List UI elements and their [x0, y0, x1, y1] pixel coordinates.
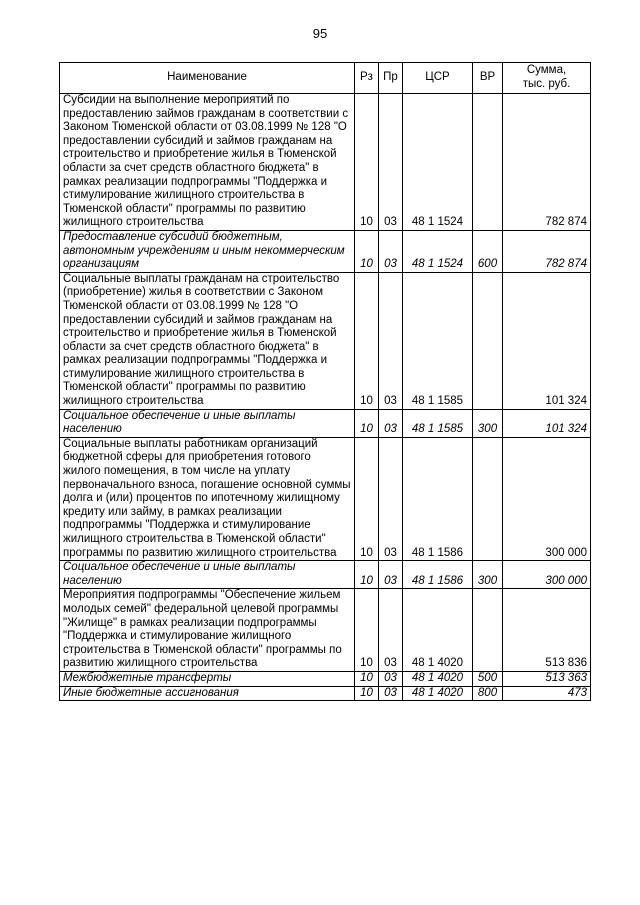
- header-sum: [503, 63, 591, 94]
- row-sum: 101 324: [503, 409, 591, 437]
- row-name: Социальное обеспечение и иные выплаты населению: [60, 409, 355, 437]
- row-csr: 48 1 1585: [403, 409, 473, 437]
- row-pr: 03: [379, 589, 403, 672]
- header-rz: Рз: [355, 63, 379, 94]
- row-vr: [473, 272, 503, 409]
- row-vr: 800: [473, 686, 503, 701]
- row-sum: 782 874: [503, 230, 591, 272]
- row-sum: 300 000: [503, 437, 591, 560]
- header-vr: ВР: [473, 63, 503, 94]
- table-row: [60, 561, 591, 589]
- budget-table: [59, 62, 591, 701]
- table-row: [60, 409, 591, 437]
- row-sum: 782 874: [503, 94, 591, 231]
- row-name: Социальное обеспечение и иные выплаты населению: [60, 561, 355, 589]
- row-sum: 300 000: [503, 561, 591, 589]
- table-header-row: [60, 63, 591, 94]
- row-rz: 10: [355, 230, 379, 272]
- row-name: Иные бюджетные ассигнования: [60, 686, 355, 701]
- row-pr: 03: [379, 94, 403, 231]
- row-rz: 10: [355, 589, 379, 672]
- row-vr: 300: [473, 561, 503, 589]
- row-pr: 03: [379, 437, 403, 560]
- row-csr: 48 1 1586: [403, 561, 473, 589]
- row-vr: [473, 94, 503, 231]
- header-name: Наименование: [60, 63, 355, 94]
- row-vr: 500: [473, 671, 503, 686]
- row-name: Социальные выплаты гражданам на строительство (приобретение) жилья в соответствии с Законом Тюменской области от 03.08.1999 № 128 "О предоставлении субсидий и займов гражданам на строительство и приобретение жилья в Тюменской области за счет средств областного бюджета" в рамках реализации подпрограммы "Поддержка и стимулирование жилищного строительства в Тюменской области" программы по развитию жилищного строительства: [60, 272, 355, 409]
- header-sum-line1: Сумма,: [526, 64, 567, 77]
- row-sum: 513 363: [503, 671, 591, 686]
- row-sum: 473: [503, 686, 591, 701]
- row-csr: 48 1 4020: [403, 589, 473, 672]
- row-sum: 101 324: [503, 272, 591, 409]
- header-csr: ЦСР: [403, 63, 473, 94]
- row-rz: 10: [355, 561, 379, 589]
- header-pr: Пр: [379, 63, 403, 94]
- row-vr: [473, 437, 503, 560]
- row-rz: 10: [355, 437, 379, 560]
- row-pr: 03: [379, 686, 403, 701]
- table-row: [60, 230, 591, 272]
- row-rz: 10: [355, 409, 379, 437]
- row-csr: 48 1 1524: [403, 94, 473, 231]
- table-row: [60, 589, 591, 672]
- row-rz: 10: [355, 94, 379, 231]
- row-pr: 03: [379, 561, 403, 589]
- row-name: Межбюджетные трансферты: [60, 671, 355, 686]
- row-csr: 48 1 4020: [403, 686, 473, 701]
- row-csr: 48 1 1585: [403, 272, 473, 409]
- row-sum: 513 836: [503, 589, 591, 672]
- row-vr: 600: [473, 230, 503, 272]
- row-rz: 10: [355, 671, 379, 686]
- table-row: [60, 671, 591, 686]
- row-name: Субсидии на выполнение мероприятий по предоставлению займов гражданам в соответствии с Законом Тюменской области от 03.08.1999 № 128 "О предоставлении субсидий и займов гражданам на строительство и приобретение жилья в Тюменской области за счет средств областного бюджета" в рамках реализации подпрограммы "Поддержка и стимулирование жилищного строительства в Тюменской области" программы по развитию жилищного строительства: [60, 94, 355, 231]
- page-number: 95: [312, 26, 328, 41]
- table-row: [60, 686, 591, 701]
- table-row: [60, 94, 591, 231]
- header-sum-line2: тыс. руб.: [522, 78, 571, 90]
- row-pr: 03: [379, 409, 403, 437]
- row-csr: 48 1 1524: [403, 230, 473, 272]
- row-name: Предоставление субсидий бюджетным, автономным учреждениям и иным некоммерческим организациям: [60, 230, 355, 272]
- row-vr: 300: [473, 409, 503, 437]
- row-csr: 48 1 4020: [403, 671, 473, 686]
- row-vr: [473, 589, 503, 672]
- table-row: [60, 437, 591, 560]
- row-pr: 03: [379, 671, 403, 686]
- row-name: Мероприятия подпрограммы "Обеспечение жильем молодых семей" федеральной целевой программы "Жилище" в рамках реализации подпрограммы "Поддержка и стимулирование жилищного строительства в Тюменской области" программы по развитию жилищного строительства: [60, 589, 355, 672]
- row-rz: 10: [355, 272, 379, 409]
- row-rz: 10: [355, 686, 379, 701]
- row-pr: 03: [379, 230, 403, 272]
- row-pr: 03: [379, 272, 403, 409]
- row-name: Социальные выплаты работникам организаций бюджетной сферы для приобретения готового жилого помещения, в том числе на уплату первоначального взноса, погашение основной суммы долга и (или) процентов по ипотечному жилищному кредиту или займу, в рамках реализации подпрограммы "Поддержка и стимулирование жилищного строительства в Тюменской области" программы по развитию жилищного строительства: [60, 437, 355, 560]
- row-csr: 48 1 1586: [403, 437, 473, 560]
- table-row: [60, 272, 591, 409]
